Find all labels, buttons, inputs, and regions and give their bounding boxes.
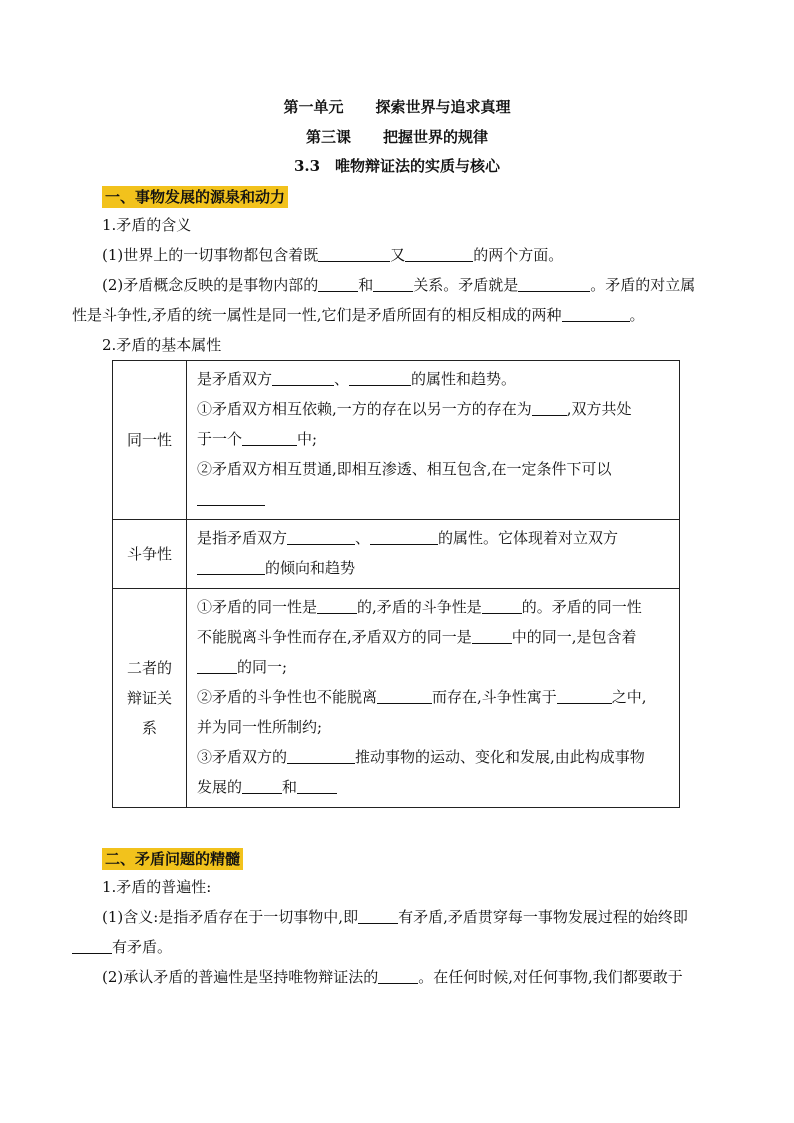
blank[interactable] (287, 528, 355, 545)
text: 推动事物的运动、变化和发展,由此构成事物 (355, 748, 645, 766)
blank[interactable] (318, 275, 358, 292)
part2-paragraph1 (72, 902, 722, 932)
text: 于一个 (197, 430, 243, 448)
blank[interactable] (242, 429, 297, 446)
blank[interactable] (482, 597, 522, 614)
unit-name: 探索世界与追求真理 (375, 98, 511, 116)
text: 中; (297, 430, 318, 448)
blank[interactable] (349, 369, 411, 386)
text: (1)世界上的一切事物都包含着既 (102, 246, 319, 264)
blank[interactable] (197, 489, 265, 506)
row-body-relation (187, 589, 680, 808)
blank[interactable] (518, 275, 590, 292)
text: 是指矛盾双方 (197, 529, 288, 547)
text: 、 (334, 370, 350, 388)
text: 的。矛盾的同一性 (521, 598, 642, 616)
text: 二者的辩证关系 (126, 659, 172, 737)
blank[interactable] (532, 399, 567, 416)
table-row (113, 589, 680, 808)
text: 有矛盾,矛盾贯穿每一事物发展过程的始终即 (398, 908, 688, 926)
blank[interactable] (562, 305, 630, 322)
text: 关系。矛盾就是 (413, 276, 519, 294)
text: 有矛盾。 (112, 938, 173, 956)
text: 的倾向和趋势 (265, 559, 356, 577)
lesson-title (72, 126, 722, 148)
section-title: 3.3 唯物辩证法的实质与核心 (293, 157, 501, 175)
blank[interactable] (557, 687, 612, 704)
blank[interactable] (197, 657, 237, 674)
row-body-identity (187, 361, 680, 520)
text: 是矛盾双方 (197, 370, 273, 388)
text: 又 (390, 246, 406, 264)
row-head-identity: 同一性 (113, 361, 187, 520)
text: 的,矛盾的斗争性是 (357, 598, 482, 616)
text: 而存在,斗争性寓于 (432, 688, 557, 706)
text: ,双方共处 (566, 400, 632, 418)
blank[interactable] (377, 687, 432, 704)
text: 并为同一性所制约; (197, 718, 323, 736)
text: ②矛盾的斗争性也不能脱离 (197, 688, 378, 706)
text: 之中, (611, 688, 647, 706)
text: 和 (358, 276, 374, 294)
part1-paragraph2-continued (72, 300, 722, 330)
text: ①矛盾双方相互依赖,一方的存在以另一方的存在为 (197, 400, 532, 418)
text: 的属性。它体现着对立双方 (438, 529, 619, 547)
blank[interactable] (370, 528, 438, 545)
row-head-struggle: 斗争性 (113, 520, 187, 589)
text: (2)矛盾概念反映的是事物内部的 (102, 276, 319, 294)
lesson-name: 把握世界的规律 (383, 128, 489, 146)
part1-item1-title: 1.矛盾的含义 (102, 216, 192, 234)
text: 和 (282, 778, 298, 796)
blank[interactable] (318, 245, 390, 262)
part1-heading: 一、事物发展的源泉和动力 (102, 186, 288, 208)
row-body-struggle (187, 520, 680, 589)
attributes-table (112, 360, 680, 808)
row-head-relation (113, 589, 187, 808)
table-row (113, 520, 680, 589)
text: ①矛盾的同一性是 (197, 598, 318, 616)
blank[interactable] (297, 777, 337, 794)
text: 、 (355, 529, 371, 547)
blank[interactable] (373, 275, 413, 292)
text: 不能脱离斗争性而存在,矛盾双方的同一是 (197, 628, 472, 646)
part1-paragraph2 (72, 270, 722, 300)
text: 的两个方面。 (473, 246, 564, 264)
blank[interactable] (378, 967, 418, 984)
text: 。在任何时候,对任何事物,我们都要敢于 (418, 968, 683, 986)
text: ②矛盾双方相互贯通,即相互渗透、相互包含,在一定条件下可以 (197, 460, 612, 478)
blank[interactable] (242, 777, 282, 794)
text: (2)承认矛盾的普遍性是坚持唯物辩证法的 (102, 968, 379, 986)
blank[interactable] (197, 558, 265, 575)
unit-title (72, 96, 722, 118)
blank[interactable] (472, 627, 512, 644)
text: 。矛盾的对立属 (590, 276, 696, 294)
page-content (72, 96, 722, 992)
part2-paragraph1-continued (72, 932, 722, 962)
text: 。 (629, 306, 645, 324)
part1-paragraph1 (72, 240, 722, 270)
text: 中的同一,是包含着 (511, 628, 637, 646)
part2-paragraph2 (72, 962, 722, 992)
blank[interactable] (72, 937, 112, 954)
part1-item2-title: 2.矛盾的基本属性 (102, 336, 222, 354)
unit-label: 第一单元 (283, 98, 344, 116)
text: 发展的 (197, 778, 243, 796)
text: (1)含义:是指矛盾存在于一切事物中,即 (102, 908, 359, 926)
part2-heading: 二、矛盾问题的精髓 (102, 848, 243, 870)
blank[interactable] (405, 245, 473, 262)
text: 的同一; (237, 658, 288, 676)
blank[interactable] (272, 369, 334, 386)
part2-item1-title: 1.矛盾的普遍性: (102, 878, 212, 896)
lesson-label: 第三课 (305, 128, 351, 146)
text: 性是斗争性,矛盾的统一属性是同一性,它们是矛盾所固有的相反相成的两种 (72, 306, 562, 324)
blank[interactable] (317, 597, 357, 614)
text: ③矛盾双方的 (197, 748, 288, 766)
table-row (113, 361, 680, 520)
text: 的属性和趋势。 (411, 370, 517, 388)
blank[interactable] (358, 907, 398, 924)
blank[interactable] (287, 747, 355, 764)
